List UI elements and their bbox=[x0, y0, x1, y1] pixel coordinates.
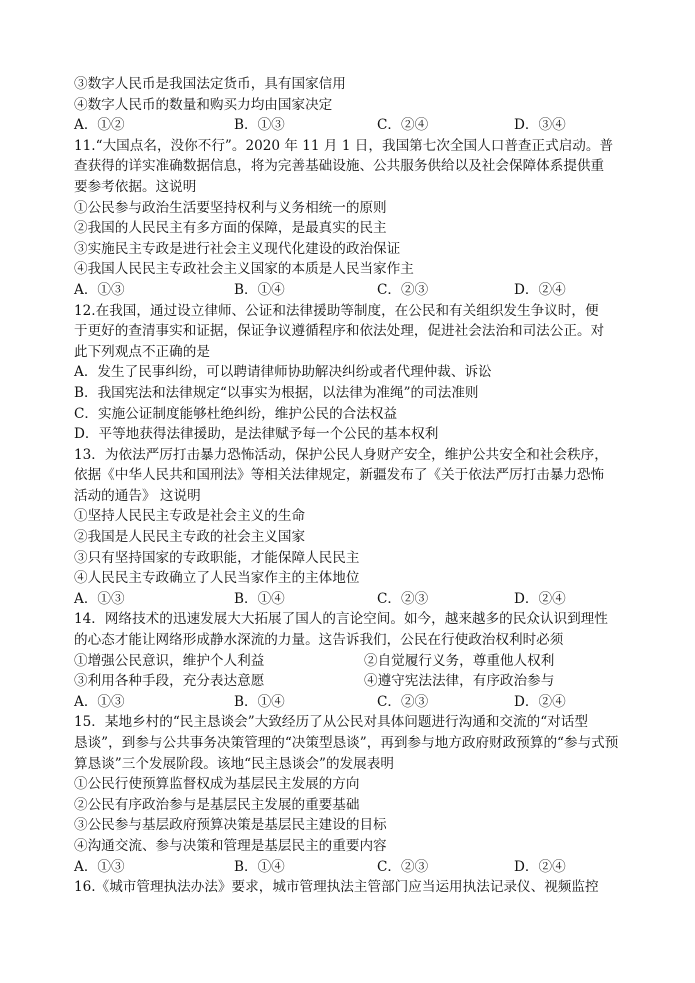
question-13-stem: 依据《中华人民共和国刑法》等相关法律规定，新疆发布了《关于依法严厉打击暴力恐怖 bbox=[74, 467, 605, 484]
answer-options-q13 bbox=[74, 589, 637, 610]
answer-options-q14 bbox=[74, 692, 637, 713]
question-15-stem: 算恳谈”三个发展阶段。该地“民主恳谈会”的发展表明 bbox=[74, 755, 394, 772]
question-13-stem: 活动的通告》 这说明 bbox=[74, 487, 201, 504]
option-c: C．②③ bbox=[377, 858, 429, 875]
option-c: C．实施公证制度能够杜绝纠纷，维护公民的合法权益 bbox=[74, 405, 398, 422]
question-11-stem: 要参考依据。这说明 bbox=[74, 178, 197, 195]
answer-options-q11 bbox=[74, 280, 637, 301]
question-13-stem: 13．为依法严厉打击暴力恐怖活动，保护公民人身财产安全，维护公共安全和社会秩序， bbox=[74, 446, 608, 463]
option-d: D．平等地获得法律援助，是法律赋予每一个公民的基本权利 bbox=[74, 426, 439, 443]
option-b: B．①④ bbox=[234, 590, 285, 607]
option-d: D．③④ bbox=[514, 117, 566, 134]
option-a: A．①③ bbox=[74, 693, 125, 710]
statement-4: ④我国人民民主专政社会主义国家的本质是人民当家作主 bbox=[74, 261, 414, 278]
question-15-stem: 15．某地乡村的“民主恳谈会”大致经历了从公民对具体问题进行沟通和交流的“对话型 bbox=[74, 714, 588, 731]
option-c: C．②④ bbox=[377, 117, 429, 134]
statement-2: ②自觉履行义务，尊重他人权利 bbox=[364, 652, 555, 669]
question-12-stem: 此下列观点不正确的是 bbox=[74, 343, 210, 360]
statement-4: ④遵守宪法法律，有序政治参与 bbox=[364, 673, 555, 690]
option-a: A．①③ bbox=[74, 858, 125, 875]
question-15-stem: 恳谈”，到参与公共事务决策管理的“决策型恳谈”，再到参与地方政府财政预算的“参与式预 bbox=[74, 735, 619, 751]
statements-row bbox=[74, 671, 637, 692]
question-16-stem: 16.《城市管理执法办法》要求，城市管理执法主管部门应当运用执法记录仪、视频监控 bbox=[74, 879, 599, 896]
statement-4: ④沟通交流、参与决策和管理是基层民主的重要内容 bbox=[74, 837, 387, 854]
answer-options-q10 bbox=[74, 115, 637, 136]
option-b: B．我国宪法和法律规定“以事实为根据，以法律为准绳”的司法准则 bbox=[74, 384, 479, 401]
statement-4: ④数字人民币的数量和购买力均由国家决定 bbox=[74, 96, 333, 113]
option-c: C．②③ bbox=[377, 693, 429, 710]
option-b: B．①④ bbox=[234, 693, 285, 710]
question-14-stem: 14．网络技术的迅速发展大大拓展了国人的言论空间。如今，越来越多的民众认识到理性 bbox=[74, 611, 608, 628]
statement-2: ②公民有序政治参与是基层民主发展的重要基础 bbox=[74, 796, 360, 813]
question-11-stem: 11.“大国点名，没你不行”。2020 年 11 月 1 日，我国第七次全国人口普查正式启动。普 bbox=[74, 137, 614, 154]
answer-options-q15 bbox=[74, 857, 637, 878]
option-d: D．②④ bbox=[514, 693, 566, 710]
option-b: B．①③ bbox=[234, 117, 285, 134]
statement-2: ②我国是人民民主专政的社会主义国家 bbox=[74, 529, 306, 546]
option-d: D．②④ bbox=[514, 281, 566, 298]
option-b: B．①④ bbox=[234, 858, 285, 875]
statements-row bbox=[74, 651, 637, 672]
statement-1: ①坚持人民民主专政是社会主义的生命 bbox=[74, 508, 306, 525]
statement-3: ③只有坚持国家的专政职能，才能保障人民民主 bbox=[74, 549, 360, 566]
statement-1: ①公民参与政治生活要坚持权利与义务相统一的原则 bbox=[74, 199, 387, 216]
question-12-stem: 于更好的查清事实和证据，保证争议遵循程序和依法处理，促进社会法治和司法公正。对 bbox=[74, 323, 605, 340]
option-a: A．发生了民事纠纷，可以聘请律师协助解决纠纷或者代理仲裁、诉讼 bbox=[74, 364, 492, 381]
statement-3: ③实施民主专政是进行社会主义现代化建设的政治保证 bbox=[74, 240, 401, 257]
option-a: A．①③ bbox=[74, 590, 125, 607]
option-c: C．②③ bbox=[377, 590, 429, 607]
option-c: C．②③ bbox=[377, 281, 429, 298]
option-a: A．①② bbox=[74, 117, 125, 134]
question-11-stem: 查获得的详实准确数据信息，将为完善基础设施、公共服务供给以及社会保障体系提供重 bbox=[74, 158, 605, 175]
option-d: D．②④ bbox=[514, 590, 566, 607]
option-a: A．①③ bbox=[74, 281, 125, 298]
option-b: B．①④ bbox=[234, 281, 285, 298]
question-14-stem: 的心态才能让网络形成静水深流的力量。这告诉我们，公民在行使政治权利时必须 bbox=[74, 632, 564, 649]
option-d: D．②④ bbox=[514, 858, 566, 875]
statement-2: ②我国的人民民主有多方面的保障，是最真实的民主 bbox=[74, 220, 387, 237]
statement-3: ③公民参与基层政府预算决策是基层民主建设的目标 bbox=[74, 817, 387, 834]
statement-4: ④人民民主专政确立了人民当家作主的主体地位 bbox=[74, 570, 360, 587]
statement-1: ①公民行使预算监督权成为基层民主发展的方向 bbox=[74, 776, 360, 793]
statement-1: ①增强公民意识，维护个人利益 bbox=[74, 652, 265, 669]
statement-3: ③利用各种手段，充分表达意愿 bbox=[74, 673, 265, 690]
question-12-stem: 12.在我国，通过设立律师、公证和法律援助等制度，在公民和有关组织发生争议时，便 bbox=[74, 302, 599, 319]
statement-3: ③数字人民币是我国法定货币，具有国家信用 bbox=[74, 76, 346, 92]
